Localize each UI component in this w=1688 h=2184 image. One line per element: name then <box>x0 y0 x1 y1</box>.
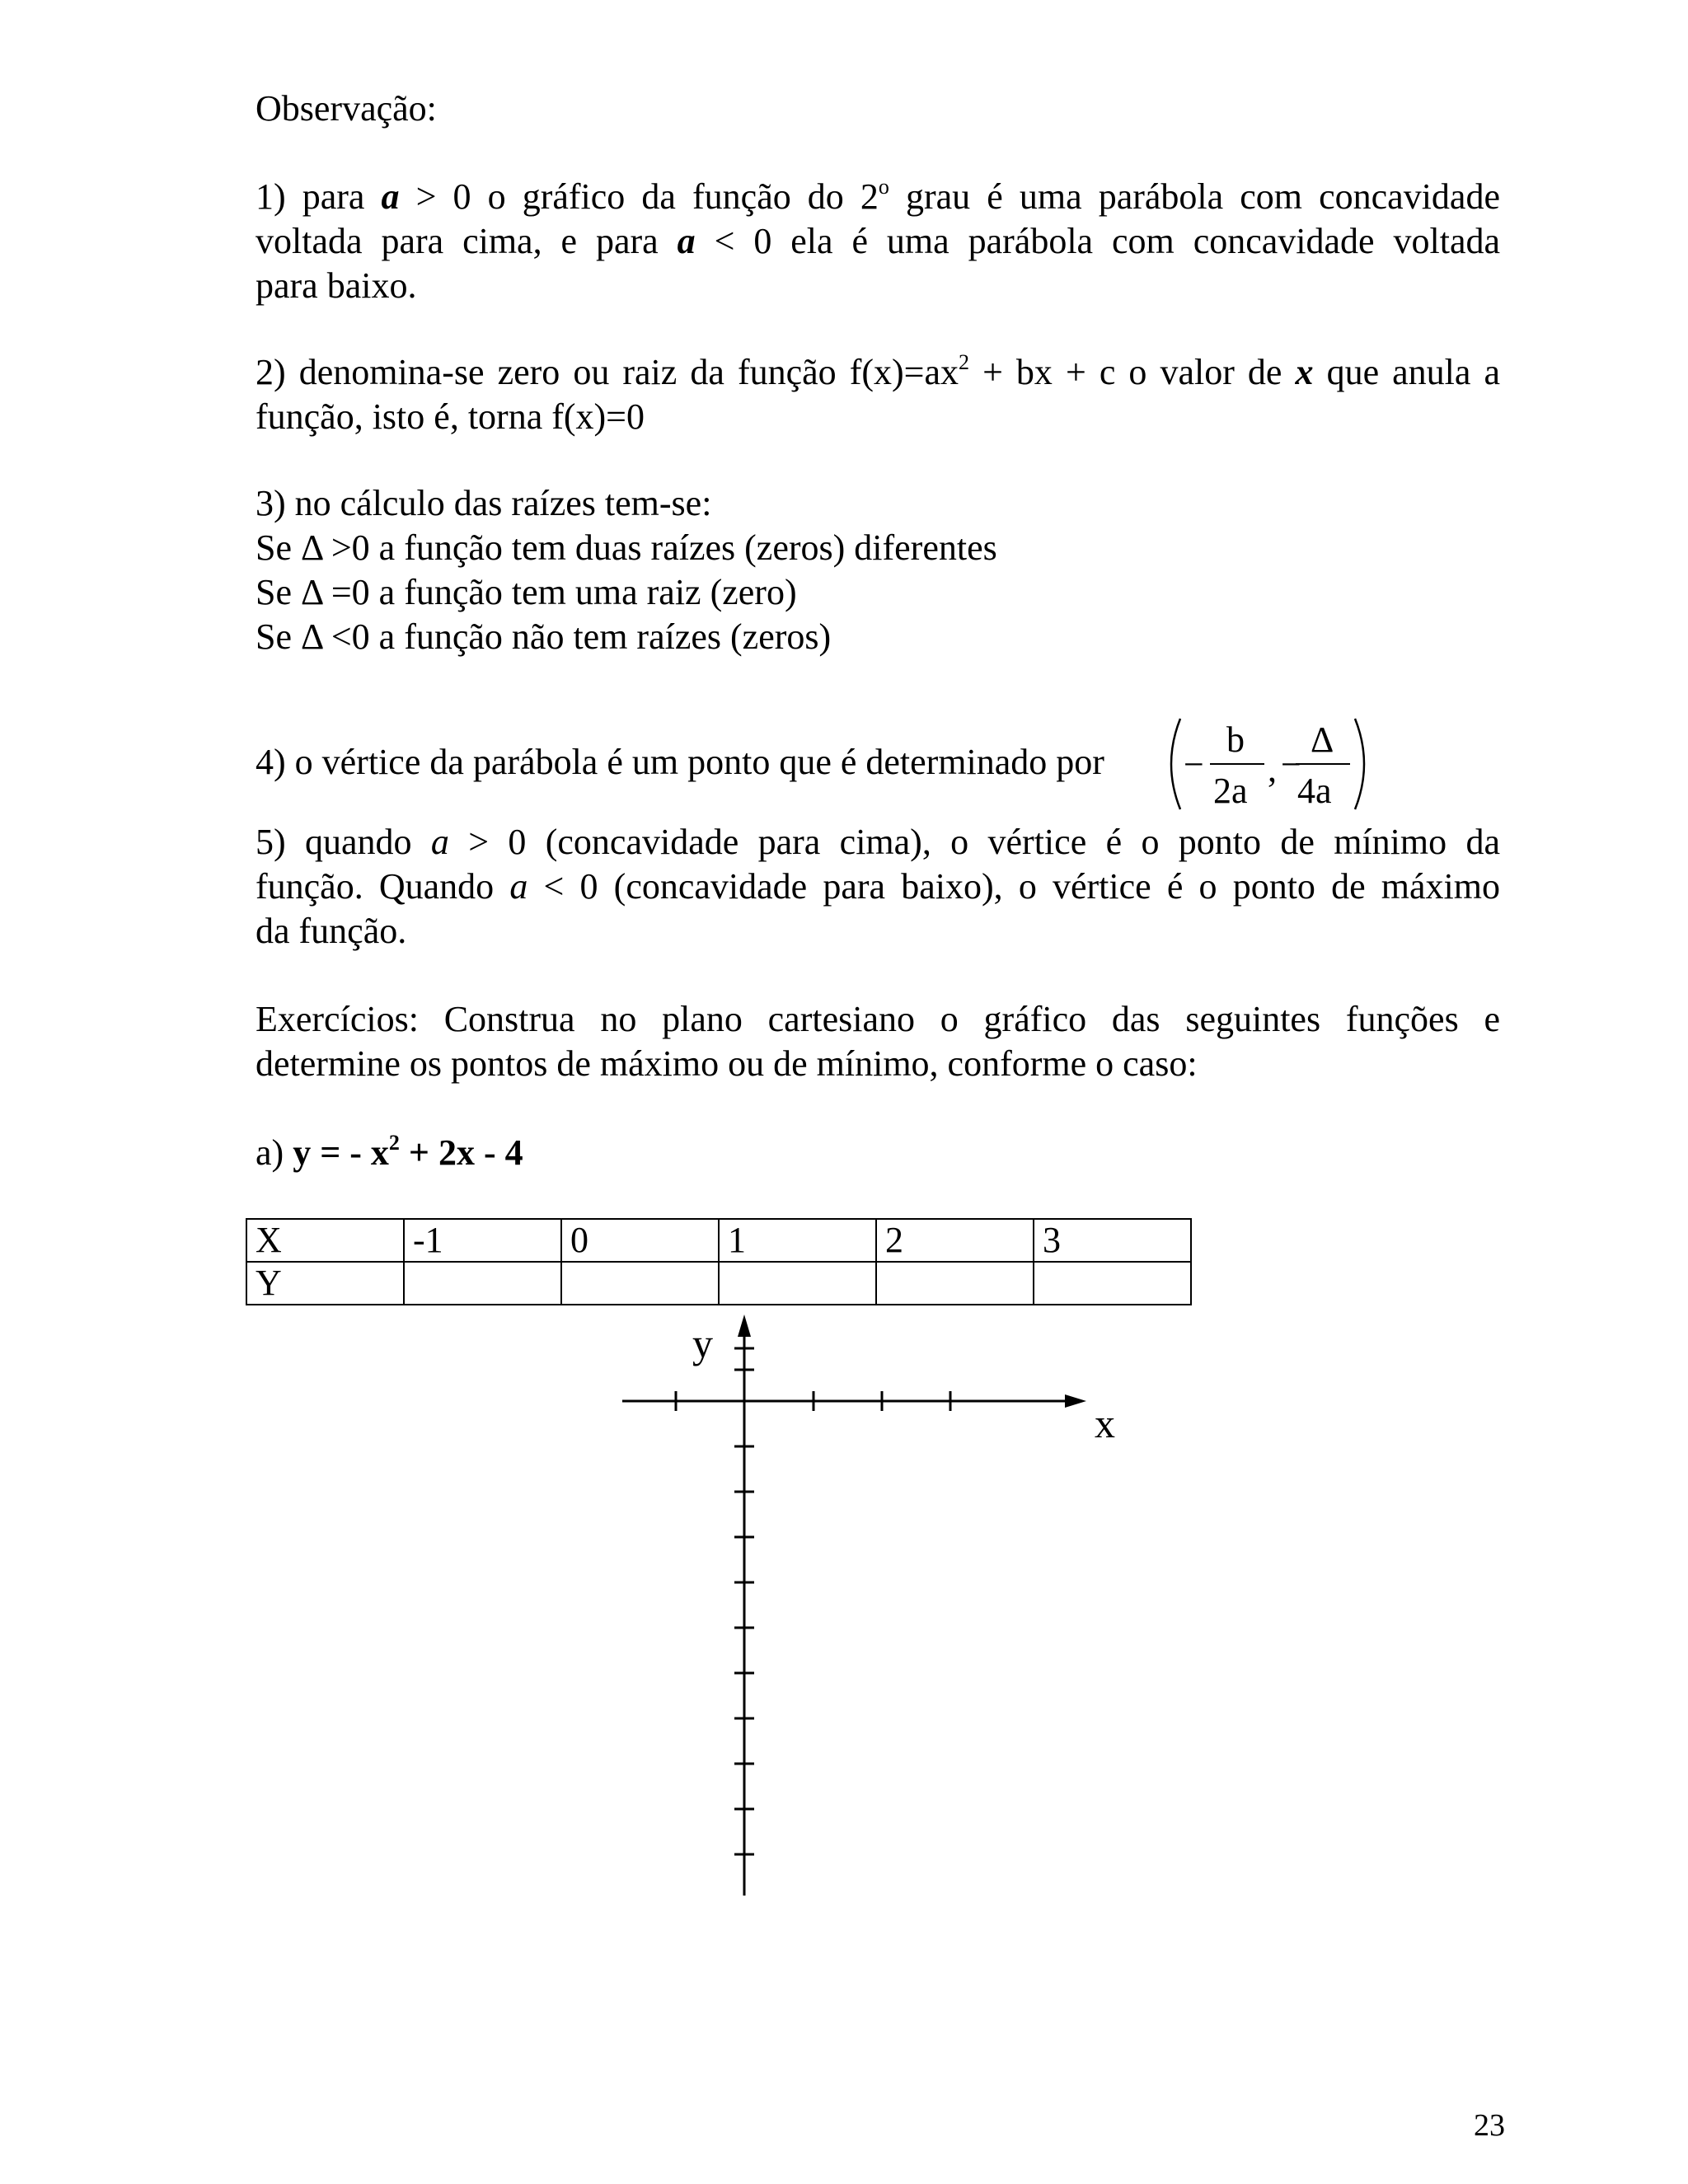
table-cell[interactable]: 1 <box>719 1219 876 1262</box>
table-cell[interactable]: 2 <box>876 1219 1034 1262</box>
item-2-line-1: 2) denomina-se zero ou raiz da função $f(x)=ax^2$ + bx + c o valor de x que anula a <box>256 350 1501 392</box>
table-cell: Y <box>246 1262 404 1305</box>
x-axis-arrow <box>1065 1394 1086 1408</box>
item-3-line-2: Se Δ >0 a função tem duas raízes (zeros) diferentes <box>256 527 997 568</box>
item-2-line-2: função, isto é, torna f(x)=0 <box>256 396 645 437</box>
exercises-line-1: Exercícios: Construa no plano cartesiano o gráfico das seguintes funções e <box>256 999 1500 1039</box>
exercise-a: a) y = - $x^2 + 2x - 4$ <box>256 1131 523 1173</box>
table-cell: X <box>246 1219 404 1262</box>
item-5-line-3: da função. <box>256 911 407 951</box>
page-number: 23 <box>1474 2108 1505 2143</box>
exercises-line-2: determine os pontos de máximo ou de mínimo, conforme o caso: <box>256 1043 1198 1084</box>
formula-numerator-1: b <box>1226 719 1245 760</box>
formula-comma: , <box>1268 749 1277 790</box>
item-5-line-1: 5) quando a > 0 (concavidade para cima), o vértice é o ponto de mínimo da <box>256 822 1501 862</box>
y-axis-arrow <box>738 1315 751 1337</box>
item-1-line-2: voltada para cima, e para a < 0 ela é uma parábola com concavidade voltada <box>256 221 1501 261</box>
y-axis-label: y <box>692 1320 713 1366</box>
table-cell[interactable]: -1 <box>404 1219 561 1262</box>
axes-lines <box>622 1329 1071 1896</box>
x-axis-label: x <box>1095 1400 1115 1446</box>
item-1-line-1: 1) para a > 0 o gráfico da função do 2$^o$ grau é uma parábola com concavidade <box>256 175 1500 217</box>
formula-minus-1: − <box>1184 744 1204 785</box>
item-1-line-3: para baixo. <box>256 265 417 306</box>
observation-title: Observação: <box>256 88 437 129</box>
item-4-text: 4) o vértice da parábola é um ponto que é determinado por <box>256 742 1104 782</box>
formula-denominator-1: 2a <box>1213 771 1248 811</box>
item-3-line-1: 3) no cálculo das raízes tem-se: <box>256 483 712 523</box>
table-cell[interactable]: 3 <box>1034 1219 1191 1262</box>
formula-minus-2: − <box>1281 744 1301 785</box>
table-cell[interactable]: 0 <box>561 1219 719 1262</box>
formula-denominator-2: 4a <box>1297 771 1332 811</box>
item-5-line-2: função. Quando a < 0 (concavidade para baixo), o vértice é o ponto de máximo <box>256 866 1500 907</box>
formula-numerator-2: Δ <box>1311 719 1334 760</box>
item-3-line-4: Se Δ <0 a função não tem raízes (zeros) <box>256 616 832 657</box>
item-3-line-3: Se Δ =0 a função tem uma raiz (zero) <box>256 572 797 612</box>
